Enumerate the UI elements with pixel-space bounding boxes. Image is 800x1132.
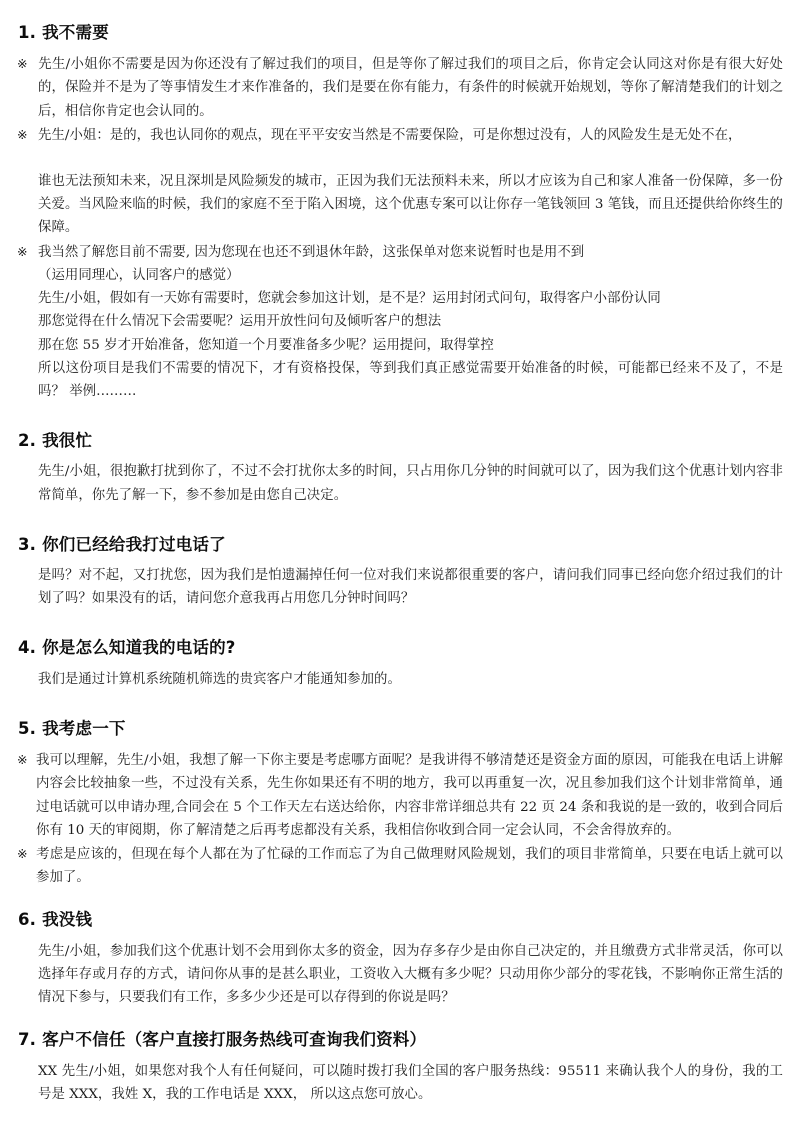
script-line: 那您觉得在什么情况下会需要呢？运用开放性问句及倾听客户的想法 — [38, 314, 442, 330]
section-1-block-1 — [17, 52, 783, 123]
section-gap — [17, 889, 783, 909]
section-4 — [17, 637, 783, 690]
list-marker-icon: ※ — [17, 846, 28, 861]
section-gap — [17, 610, 783, 637]
section-7-block-1 — [17, 1060, 783, 1106]
section-1-block-4-text: 我当然了解您目前不需要, 因为您现在也还不到退休年龄，这张保单对您来说暂时也是用不到 — [38, 244, 585, 260]
section-6 — [17, 909, 783, 1009]
section-1-block-3-text: 谁也无法预知未来，况且深圳是风险频发的城市，正因为我们无法预料未来，所以才应该为自己和家人准备一份保障，多一份关爱。当风险来临的时候，我们的家庭不至于陷入困境，这个优惠专案可以让你存一笔钱领回 3 笔钱，而且还提供给你终生的保障。 — [38, 174, 783, 236]
section-4-block-1-text: 我们是通过计算机系统随机筛选的贵宾客户才能通知参加的。 — [38, 671, 401, 687]
section-1 — [17, 22, 783, 403]
section-1-block-4 — [17, 240, 783, 264]
section-1-script-lines — [17, 264, 783, 403]
section-1-block-2 — [17, 123, 783, 147]
section-3-block-1 — [17, 564, 783, 610]
section-7-heading: 7. 客户不信任（客户直接打服务热线可查询我们资料） — [18, 1030, 427, 1050]
section-1-block-2-text: 先生/小姐：是的，我也认同你的观点，现在平平安安当然是不需要保险，可是你想过没有，人的风险发生是无处不在， — [38, 127, 742, 143]
section-5-block-1-text: 我可以理解，先生/小姐，我想了解一下你主要是考虑哪方面呢？是我讲得不够清楚还是资金方面的原因，可能我在电话上讲解内容会比较抽象一些，不过没有关系，先生你如果还有不明的地方，我可以再重复一次，况且参加我们这个计划非常简单，通过电话就可以申请办理,合同会在 5 个工作天左右送达给你，内容非常详细总共有 22 页 24 条和我说的是一致的，收到合同后你有 10 天的审阅期，你了解清楚之后再考虑都没有关系，我相信你收到合同一定会认同，不会舍得放弃的。 — [36, 753, 783, 838]
section-5-block-1 — [17, 748, 783, 842]
script-line: （运用同理心，认同客户的感觉） — [38, 267, 240, 283]
section-1-heading: 1. 我不需要 — [18, 23, 109, 42]
section-7-block-1-text: XX 先生/小姐，如果您对我个人有任何疑问，可以随时拨打我们全国的客户服务热线：95511 来确认我个人的身份，我的工号是 XXX，我姓 X，我的工作电话是 XXX， 所以这点您可放心。 — [38, 1063, 783, 1102]
section-6-block-1 — [17, 940, 783, 1010]
script-line: 先生/小姐，假如有一天妳有需要时，您就会参加这计划，是不是？运用封闭式问句，取得客户小部份认同 — [38, 291, 661, 307]
section-4-heading: 4. 你是怎么知道我的电话的? — [18, 638, 236, 658]
section-gap — [17, 1009, 783, 1029]
list-marker-icon: ※ — [17, 56, 28, 72]
section-5-block-2-text: 考虑是应该的，但现在每个人都在为了忙碌的工作而忘了为自己做理财风险规划，我们的项目非常简单，只要在电话上就可以参加了。 — [36, 847, 783, 886]
section-5-block-2 — [17, 842, 783, 889]
section-1-block-3 — [17, 170, 783, 240]
section-2-block-1-text: 先生/小姐，很抱歉打扰到你了，不过不会打扰你太多的时间，只占用你几分钟的时间就可以了，因为我们这个优惠计划内容非常简单，你先了解一下，参不参加是由您自己决定。 — [38, 464, 783, 503]
section-5-heading: 5. 我考虑一下 — [18, 718, 126, 738]
script-line: 那在您 55 岁才开始准备，您知道一个月要准备多少呢？运用提问，取得掌控 — [38, 337, 494, 353]
section-3 — [17, 534, 783, 611]
section-6-heading: 6. 我没钱 — [18, 910, 93, 930]
section-3-heading: 3. 你们已经给我打过电话了 — [18, 534, 226, 554]
section-2 — [17, 430, 783, 507]
section-6-block-1-text: 先生/小姐，参加我们这个优惠计划不会用到你太多的资金，因为存多存少是由你自己决定的，并且缴费方式非常灵活，你可以选择年存或月存的方式，请问你从事的是甚么职业，工资收入大概有多少呢？只动用你少部分的零花钱，不影响你正常生活的情况下参与，只要我们有工作，多多少少还是可以存得到的你说是吗？ — [38, 943, 783, 1006]
section-gap — [17, 507, 783, 534]
section-gap — [17, 403, 783, 430]
script-line-trailing: 所以这份项目是我们不需要的情况下，才有资格投保，等到我们真正感觉需要开始准备的时候，可能都已经来不及了，不是吗？ 举例……… — [38, 360, 783, 399]
section-2-block-1 — [17, 460, 783, 506]
section-1-block-1-text: 先生/小姐你不需要是因为你还没有了解过我们的项目，但是等你了解过我们的项目之后，你肯定会认同这对你是有很大好处的，保险并不是为了等事情发生才来作准备的，我们是要在你有能力，有条件的时候就开始规划，等你了解清楚我们的计划之后，相信你肯定也会认同的。 — [38, 57, 783, 119]
list-marker-icon: ※ — [17, 243, 28, 259]
list-marker-icon: ※ — [17, 752, 28, 768]
section-gap — [17, 691, 783, 718]
section-4-block-1 — [17, 668, 783, 691]
section-3-block-1-text: 是吗？对不起，又打扰您，因为我们是怕遗漏掉任何一位对我们来说都很重要的客户，请问我们同事已经向您介绍过我们的计划了吗？如果没有的话，请问您介意我再占用您几分钟时间吗？ — [38, 568, 783, 607]
section-7 — [17, 1029, 783, 1106]
section-2-heading: 2. 我很忙 — [18, 431, 93, 451]
list-marker-icon: ※ — [17, 126, 28, 142]
section-5 — [17, 718, 783, 889]
blank-line — [17, 147, 783, 170]
